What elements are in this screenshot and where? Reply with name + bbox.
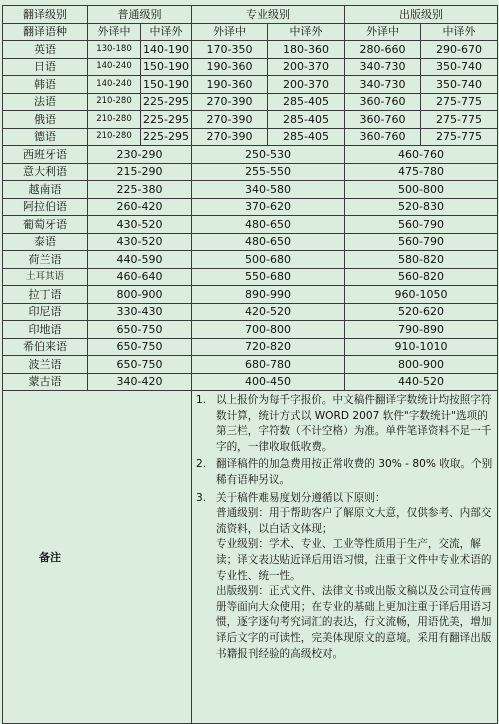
price-cell: 215-290 (88, 163, 192, 181)
price-cell: 720-820 (192, 338, 345, 356)
price-cell: 250-530 (192, 146, 345, 164)
price-cell: 200-370 (268, 76, 345, 94)
price-cell: 190-360 (192, 76, 268, 94)
table-row (3, 321, 498, 339)
price-cell: 340-730 (345, 58, 421, 76)
price-cell: 480-650 (192, 233, 345, 251)
note-item-1 (192, 393, 497, 455)
price-cell: 560-790 (345, 216, 498, 234)
price-cell: 230-290 (88, 146, 192, 164)
price-cell: 150-190 (141, 76, 192, 94)
price-cell: 550-680 (192, 268, 345, 286)
price-cell: 360-760 (345, 128, 421, 146)
price-cell: 440-590 (88, 251, 192, 269)
note-item-3 (192, 491, 497, 663)
table-row (3, 338, 498, 356)
price-cell: 430-520 (88, 233, 192, 251)
price-cell: 650-750 (88, 356, 192, 374)
price-cell: 340-730 (345, 76, 421, 94)
note-text: 翻译稿件的加急费用按正常收费的 30% - 80% 收取。个别稀有语种另议。 (216, 458, 493, 486)
notes-row (3, 391, 498, 724)
header-language-label: 翻译语种 (3, 23, 88, 41)
table-row (3, 198, 498, 216)
header-professional-chinese-to-foreign: 中译外 (268, 23, 345, 41)
header-row-levels (3, 6, 498, 24)
price-cell: 910-1010 (345, 338, 498, 356)
price-cell: 350-740 (421, 58, 498, 76)
price-cell: 560-790 (345, 233, 498, 251)
table-row (3, 128, 498, 146)
language-cell: 泰语 (3, 233, 88, 251)
price-cell: 280-660 (345, 41, 421, 59)
price-cell: 270-390 (192, 111, 268, 129)
language-cell: 荷兰语 (3, 251, 88, 269)
price-cell: 790-890 (345, 321, 498, 339)
language-cell: 阿拉伯语 (3, 198, 88, 216)
price-cell: 290-670 (421, 41, 498, 59)
header-row-directions (3, 23, 498, 41)
price-cell: 200-370 (268, 58, 345, 76)
price-cell: 650-750 (88, 338, 192, 356)
price-cell: 800-900 (345, 356, 498, 374)
header-standard-chinese-to-foreign: 中译外 (141, 23, 192, 41)
price-cell: 270-390 (192, 93, 268, 111)
language-cell: 法语 (3, 93, 88, 111)
price-cell: 270-390 (192, 128, 268, 146)
language-cell: 英语 (3, 41, 88, 59)
price-cell: 580-820 (345, 251, 498, 269)
language-cell: 西班牙语 (3, 146, 88, 164)
price-cell: 275-775 (421, 128, 498, 146)
price-cell: 170-350 (192, 41, 268, 59)
price-cell: 285-405 (268, 128, 345, 146)
price-cell: 275-775 (421, 111, 498, 129)
header-publishing-level: 出版级别 (345, 6, 498, 24)
price-cell: 260-420 (88, 198, 192, 216)
language-cell: 印尼语 (3, 303, 88, 321)
language-cell: 葡萄牙语 (3, 216, 88, 234)
table-row (3, 233, 498, 251)
note-number: 3. (196, 491, 207, 504)
price-cell: 340-580 (192, 181, 345, 199)
note-standard-level: 普通级别：用于帮助客户了解原文大意，仅供参考、内部交流资料，以白话文体现； (216, 507, 492, 535)
language-cell: 希伯来语 (3, 338, 88, 356)
note-number: 2. (196, 458, 207, 471)
price-cell: 460-640 (88, 268, 192, 286)
price-cell: 520-830 (345, 198, 498, 216)
price-cell: 475-780 (345, 163, 498, 181)
language-cell: 韩语 (3, 76, 88, 94)
price-cell: 360-760 (345, 93, 421, 111)
price-cell: 140-240 (88, 58, 141, 76)
note-intro: 关于稿件难易度划分遵循以下原则： (216, 491, 386, 504)
header-professional-level: 专业级别 (192, 6, 345, 24)
language-cell: 印地语 (3, 321, 88, 339)
table-row (3, 181, 498, 199)
price-cell: 460-760 (345, 146, 498, 164)
table-row (3, 303, 498, 321)
notes-content (192, 391, 498, 724)
language-cell: 拉丁语 (3, 286, 88, 304)
price-cell: 800-900 (88, 286, 192, 304)
price-cell: 890-990 (192, 286, 345, 304)
table-row (3, 146, 498, 164)
price-cell: 400-450 (192, 373, 345, 391)
table-row (3, 163, 498, 181)
note-item-2 (192, 457, 497, 488)
price-cell: 360-760 (345, 111, 421, 129)
price-cell: 650-750 (88, 321, 192, 339)
note-number: 1. (196, 394, 207, 406)
header-level-label: 翻译级别 (3, 6, 88, 24)
price-cell: 285-405 (268, 111, 345, 129)
table-row (3, 373, 498, 391)
translation-price-table (2, 5, 498, 724)
header-publishing-foreign-to-chinese: 外译中 (345, 23, 421, 41)
price-cell: 960-1050 (345, 286, 498, 304)
language-cell: 俄语 (3, 111, 88, 129)
price-cell: 225-295 (141, 93, 192, 111)
price-cell: 210-280 (88, 128, 141, 146)
price-cell: 190-360 (192, 58, 268, 76)
price-cell: 370-620 (192, 198, 345, 216)
table-row (3, 216, 498, 234)
price-cell: 150-190 (141, 58, 192, 76)
price-cell: 140-240 (88, 76, 141, 94)
price-cell: 285-405 (268, 93, 345, 111)
header-publishing-chinese-to-foreign: 中译外 (421, 23, 498, 41)
table-row (3, 58, 498, 76)
price-cell: 140-190 (141, 41, 192, 59)
language-cell: 蒙古语 (3, 373, 88, 391)
price-cell: 210-280 (88, 111, 141, 129)
language-cell: 土耳其语 (3, 268, 88, 286)
notes-label: 备注 (3, 391, 192, 724)
price-cell: 420-520 (192, 303, 345, 321)
language-cell: 越南语 (3, 181, 88, 199)
price-cell: 500-800 (345, 181, 498, 199)
note-text: 以上报价为每千字报价。中文稿件翻译字数统计均按照字符数计算，统计方式以 WORD 2007 软件"字数统计"选项的第三栏，字符数（不计空格）为准。单件笔译资料不足一千字的，一律收取低收费。 (216, 394, 492, 453)
price-cell: 480-650 (192, 216, 345, 234)
table-row (3, 251, 498, 269)
table-row (3, 93, 498, 111)
table-row (3, 111, 498, 129)
price-cell: 560-820 (345, 268, 498, 286)
price-cell: 225-295 (141, 128, 192, 146)
note-publishing-level: 出版级别：正式文件、法律文书或出版文稿以及公司宣传画册等面向大众使用；在专业的基础上更加注重于译后用语习惯，逐字逐句考究词汇的表达，行文流畅，用语优美，增加译后文字的可读性，完美体现原文的意境。采用有翻译出版书籍报刊经验的高级校对。 (216, 585, 492, 660)
price-cell: 130-180 (88, 41, 141, 59)
price-cell: 225-295 (141, 111, 192, 129)
price-cell: 340-420 (88, 373, 192, 391)
price-cell: 225-380 (88, 181, 192, 199)
language-cell: 意大利语 (3, 163, 88, 181)
price-cell: 430-520 (88, 216, 192, 234)
table-row (3, 356, 498, 374)
price-cell: 350-740 (421, 76, 498, 94)
price-cell: 700-800 (192, 321, 345, 339)
table-row (3, 286, 498, 304)
price-cell: 275-775 (421, 93, 498, 111)
note-professional-level: 专业级别：学术、专业、工业等性质用于生产，交流，解读；译文表达贴近译后用语习惯，注重于文件中专业术语的专业性、统一性。 (216, 538, 492, 582)
header-professional-foreign-to-chinese: 外译中 (192, 23, 268, 41)
price-cell: 440-520 (345, 373, 498, 391)
table-row (3, 41, 498, 59)
header-standard-level: 普通级别 (88, 6, 192, 24)
price-cell: 500-680 (192, 251, 345, 269)
price-cell: 210-280 (88, 93, 141, 111)
header-standard-foreign-to-chinese: 外译中 (88, 23, 141, 41)
language-cell: 德语 (3, 128, 88, 146)
language-cell: 波兰语 (3, 356, 88, 374)
price-cell: 255-550 (192, 163, 345, 181)
price-cell: 680-780 (192, 356, 345, 374)
notes-list (192, 393, 497, 662)
price-cell: 520-620 (345, 303, 498, 321)
table-row (3, 268, 498, 286)
table-row (3, 76, 498, 94)
price-cell: 330-430 (88, 303, 192, 321)
price-cell: 180-360 (268, 41, 345, 59)
language-cell: 日语 (3, 58, 88, 76)
